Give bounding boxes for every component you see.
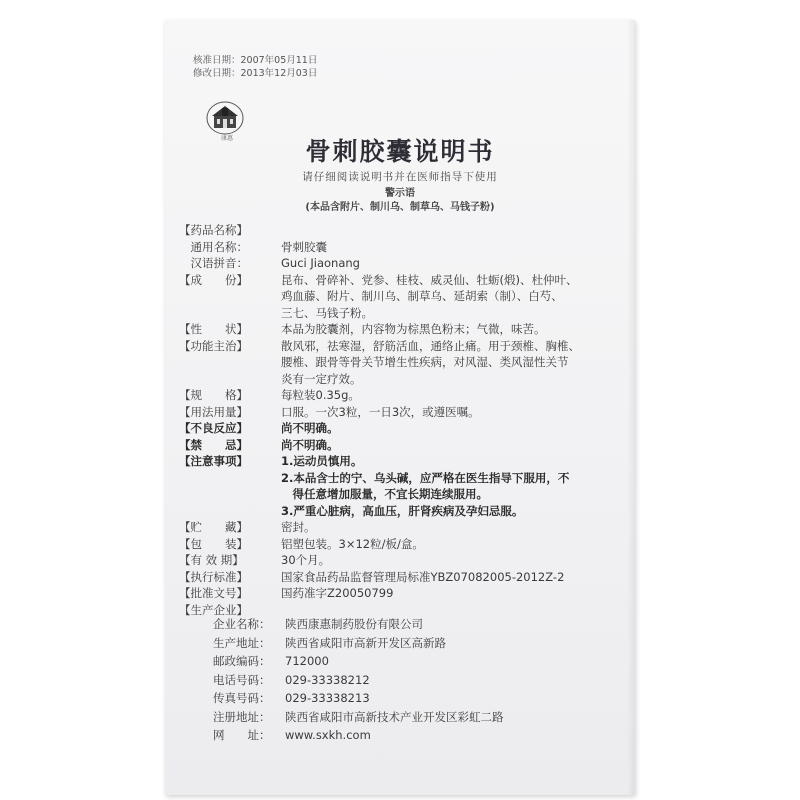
section-row	[179, 585, 631, 602]
company-value: 陕西省咸阳市高新开发区高新路	[285, 635, 446, 650]
section-value: 密封。	[281, 520, 316, 534]
section-value: 骨刺胶囊	[281, 239, 327, 254]
package-insert-sheet	[165, 20, 635, 795]
company-label: 网 址：	[213, 728, 271, 742]
section-row	[179, 239, 631, 256]
section-row	[179, 470, 631, 487]
section-row	[179, 288, 631, 305]
section-label: 汉语拼音：	[179, 256, 248, 270]
section-row	[179, 453, 631, 470]
section-label: 通用名称：	[179, 239, 248, 254]
section-label	[179, 503, 281, 520]
section-row	[179, 420, 631, 437]
section-label: 【禁 忌】	[179, 437, 248, 452]
section-row	[179, 569, 631, 586]
company-row	[213, 671, 623, 690]
section-label: 【功能主治】	[179, 338, 248, 353]
company-value: 029-33338213	[285, 691, 370, 705]
section-label: 【注意事项】	[179, 454, 248, 468]
section-row	[179, 354, 631, 371]
section-value: 铝塑包装。3×12粒/板/盒。	[281, 536, 424, 551]
subtitle: 请仔细阅读说明书并在医师指导下使用	[302, 171, 498, 183]
section-value: 得任意增加服量，不宜长期连续服用。	[281, 487, 488, 501]
company-value: 陕西省咸阳市高新技术产业开发区彩虹二路	[285, 709, 504, 724]
section-label: 【性 状】	[179, 322, 248, 336]
section-value: 口服。一次3粒，一日3次，或遵医嘱。	[281, 404, 480, 419]
section-value: 国药准字Z20050799	[281, 586, 394, 600]
section-row	[179, 255, 631, 272]
section-value: 30个月。	[281, 553, 331, 567]
section-value: 三七、马钱子粉。	[281, 305, 373, 320]
section-value: 炎有一定疗效。	[281, 371, 362, 386]
dates-block	[193, 54, 317, 80]
company-info	[213, 615, 623, 745]
section-row	[179, 338, 631, 355]
company-label: 注册地址：	[213, 709, 271, 724]
section-row	[179, 486, 631, 503]
section-row	[179, 272, 631, 289]
section-value: 国家食品药品监督管理局标准YBZ07082005-2012Z-2	[281, 569, 565, 584]
company-row	[213, 634, 623, 653]
section-row	[179, 519, 631, 536]
section-row	[179, 552, 631, 569]
section-value: 每粒装0.35g。	[281, 388, 360, 402]
company-value: 712000	[285, 654, 329, 668]
section-label: 【药品名称】	[179, 223, 248, 237]
sections-list	[179, 222, 631, 618]
company-value: www.sxkh.com	[285, 728, 371, 742]
revision-date: 修改日期：2013年12月03日	[193, 68, 318, 79]
section-label: 【有 效 期】	[179, 553, 244, 567]
section-row	[179, 387, 631, 404]
section-row	[179, 371, 631, 388]
section-label: 【执行标准】	[179, 569, 248, 584]
section-value: 尚不明确。	[281, 437, 339, 452]
section-label: 【生产企业】	[179, 602, 248, 617]
section-label	[179, 305, 281, 322]
document-title: 骨刺胶囊说明书	[305, 137, 495, 166]
company-value: 陕西康惠制药股份有限公司	[285, 617, 423, 631]
company-label: 企业名称：	[213, 617, 271, 631]
section-label	[179, 470, 281, 487]
section-label: 【贮 藏】	[179, 520, 248, 534]
warning-title: 警示语	[385, 188, 415, 199]
company-label: 电话号码：	[213, 672, 271, 687]
section-row	[179, 404, 631, 421]
section-value: 3.严重心脏病，高血压，肝肾疾病及孕妇忌服。	[281, 503, 524, 518]
company-label: 生产地址：	[213, 635, 271, 650]
company-label: 传真号码：	[213, 691, 271, 705]
warning-text: (本品含附片、制川乌、制草乌、马钱子粉)	[305, 202, 495, 213]
company-row	[213, 708, 623, 727]
section-row	[179, 437, 631, 454]
company-value: 029-33338212	[285, 672, 370, 687]
section-label	[179, 371, 281, 388]
company-row	[213, 689, 623, 708]
section-label: 【批准文号】	[179, 586, 248, 600]
logo-caption: 康惠	[220, 135, 233, 142]
section-value: Guci Jiaonang	[281, 256, 360, 270]
approval-date: 核准日期：2007年05月11日	[193, 55, 318, 66]
section-label: 【用法用量】	[179, 404, 248, 419]
section-value: 2.本品含士的宁、乌头碱，应严格在医生指导下服用，不	[281, 470, 570, 485]
section-label: 【不良反应】	[179, 421, 248, 435]
section-value: 鸡血藤、附片、制川乌、制草乌、延胡索（制）、白芍、	[281, 289, 563, 303]
section-label	[179, 288, 281, 305]
section-label: 【包 装】	[179, 536, 248, 551]
section-row	[179, 222, 631, 239]
company-row	[213, 726, 623, 745]
section-value: 昆布、骨碎补、党参、桂枝、威灵仙、牡蛎(煅)、杜仲叶、	[281, 272, 578, 287]
section-value: 尚不明确。	[281, 421, 339, 435]
section-row	[179, 536, 631, 553]
section-row	[179, 305, 631, 322]
company-row	[213, 615, 623, 634]
section-value: 腰椎、跟骨等骨关节增生性疾病，对风湿、类风湿性关节	[281, 355, 569, 369]
section-label: 【规 格】	[179, 388, 248, 402]
section-row	[179, 321, 631, 338]
section-label	[179, 354, 281, 371]
section-label	[179, 486, 281, 503]
section-value	[281, 222, 631, 239]
section-label: 【成 份】	[179, 272, 248, 287]
section-value: 本品为胶囊剂，内容物为棕黑色粉末；气微，味苦。	[281, 322, 546, 336]
company-row	[213, 652, 623, 671]
company-label: 邮政编码：	[213, 654, 271, 668]
section-row	[179, 503, 631, 520]
section-value: 散风邪，祛寒湿，舒筋活血，通络止痛。用于颈椎、胸椎、	[281, 338, 580, 353]
section-value: 1.运动员慎用。	[281, 454, 363, 468]
